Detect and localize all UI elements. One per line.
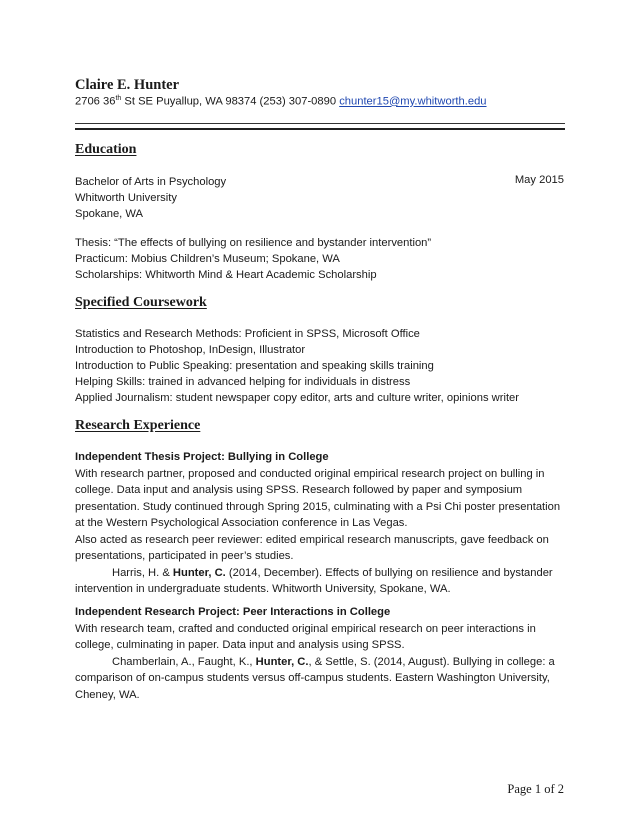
address-number: 2706 36 xyxy=(75,95,116,108)
education-heading: Education xyxy=(75,142,137,157)
coursework-item: Applied Journalism: student newspaper copy editor, arts and culture writer, opinions writer xyxy=(75,392,519,404)
email-link[interactable]: chunter15@my.whitworth.edu xyxy=(339,95,487,108)
page-number: Page 1 of 2 xyxy=(507,782,564,796)
education-school: Whitworth University xyxy=(75,192,177,204)
research-project-1 xyxy=(75,449,567,598)
research-project-2 xyxy=(75,604,567,703)
coursework-item: Introduction to Photoshop, InDesign, Illustrator xyxy=(75,344,306,356)
citation-authors: Harris, H. & xyxy=(112,566,173,579)
citation-highlighted-author: Hunter, C. xyxy=(172,566,226,579)
education-date: May 2015 xyxy=(514,174,564,186)
citation-highlighted-author: Hunter, C. xyxy=(255,655,309,668)
research-heading: Research Experience xyxy=(75,418,201,433)
project-2-title: Independent Research Project: Peer Interactions in College xyxy=(75,606,391,618)
project-1-title: Independent Thesis Project: Bullying in College xyxy=(75,451,329,463)
coursework-item: Statistics and Research Methods: Proficient in SPSS, Microsoft Office xyxy=(75,328,420,340)
coursework-item: Introduction to Public Speaking: presentation and speaking skills training xyxy=(75,360,434,372)
project-1-description: With research partner, proposed and conducted original empirical research project on bulling in college. Data input and analysis using SPSS. Research followed by paper and symposium presentation. Study continued through Spring 2015, culminating with a Psi Chi poster presentation at the Western Psychological Association conference in Las Vegas. xyxy=(75,467,561,529)
project-1-peer-review: Also acted as research peer reviewer: edited empirical research manuscripts, gave feedback on presentations, participated in peer’s studies. xyxy=(75,533,549,562)
project-2-description: With research team, crafted and conducted original empirical research on peer interactions in college, culminating in paper. Data input and analysis using SPSS. xyxy=(75,622,536,651)
citation-details: (2014, December). Effects of bullying on resilience and bystander intervention in undergraduate students. Whitworth University, Spokane, WA. xyxy=(75,566,553,595)
education-scholarships: Scholarships: Whitworth Mind & Heart Academic Scholarship xyxy=(75,269,377,281)
education-practicum: Practicum: Mobius Children’s Museum; Spokane, WA xyxy=(75,253,340,265)
citation-authors: Chamberlain, A., Faught, K., xyxy=(112,655,256,668)
education-degree: Bachelor of Arts in Psychology xyxy=(75,176,227,188)
project-1-citation xyxy=(75,565,567,598)
citation-details: , & Settle, S. (2014, August). Bullying in college: a comparison of on-campus students versus off-campus students. Eastern Washington University, Cheney, WA. xyxy=(75,655,555,701)
contact-line xyxy=(75,95,487,108)
address-ordinal: th xyxy=(115,95,122,102)
education-location: Spokane, WA xyxy=(75,208,143,220)
address-and-phone: St SE Puyallup, WA 98374 (253) 307-0890 xyxy=(121,95,340,108)
education-thesis: Thesis: “The effects of bullying on resilience and bystander intervention” xyxy=(75,237,432,249)
header-divider-thin xyxy=(75,123,565,124)
header-divider-thick xyxy=(75,128,565,130)
applicant-name: Claire E. Hunter xyxy=(75,77,180,93)
coursework-item: Helping Skills: trained in advanced helping for individuals in distress xyxy=(75,376,411,388)
coursework-heading: Specified Coursework xyxy=(75,295,207,310)
project-2-citation xyxy=(75,654,567,704)
